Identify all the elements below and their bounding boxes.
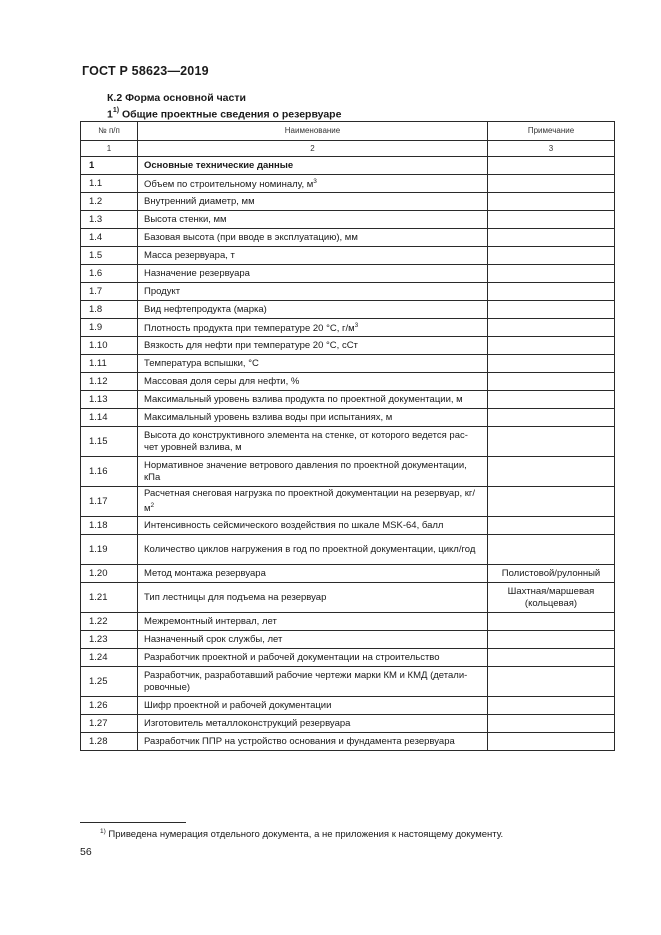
table-row bbox=[81, 373, 615, 391]
row-number: 1.6 bbox=[81, 265, 138, 283]
row-number: 1.24 bbox=[81, 649, 138, 667]
row-name-text: Продукт bbox=[144, 285, 181, 297]
table-row bbox=[81, 565, 615, 583]
row-name bbox=[138, 283, 488, 301]
table-row bbox=[81, 613, 615, 631]
table-row bbox=[81, 487, 615, 517]
row-name bbox=[138, 391, 488, 409]
row-number: 1.16 bbox=[81, 457, 138, 487]
row-name-text: Назначенный срок службы, лет bbox=[144, 633, 283, 645]
row-note bbox=[488, 427, 615, 457]
table-row bbox=[81, 649, 615, 667]
page-header: ГОСТ Р 58623—2019 bbox=[82, 64, 209, 78]
row-note bbox=[488, 355, 615, 373]
table-row bbox=[81, 175, 615, 193]
row-name bbox=[138, 301, 488, 319]
row-name-text: Базовая высота (при вводе в эксплуатацию), мм bbox=[144, 231, 358, 243]
row-number: 1.7 bbox=[81, 283, 138, 301]
row-name-text: Объем по строительному номиналу, м bbox=[144, 179, 314, 191]
row-note bbox=[488, 373, 615, 391]
table-row bbox=[81, 337, 615, 355]
header-number: № п/п bbox=[81, 122, 138, 141]
row-name bbox=[138, 229, 488, 247]
row-name bbox=[138, 247, 488, 265]
row-note bbox=[488, 733, 615, 751]
table-row bbox=[81, 193, 615, 211]
row-name bbox=[138, 319, 488, 337]
row-number: 1.28 bbox=[81, 733, 138, 751]
row-name-text: Внутренний диаметр, мм bbox=[144, 195, 255, 207]
row-number: 1.21 bbox=[81, 583, 138, 613]
column-number-3: 3 bbox=[488, 141, 615, 157]
row-note bbox=[488, 265, 615, 283]
table-row bbox=[81, 301, 615, 319]
row-number: 1.25 bbox=[81, 667, 138, 697]
row-note bbox=[488, 283, 615, 301]
row-note bbox=[488, 301, 615, 319]
table-row bbox=[81, 517, 615, 535]
row-name bbox=[138, 211, 488, 229]
row-number: 1.2 bbox=[81, 193, 138, 211]
row-name-text: Максимальный уровень взлива продукта по проектной документации, м bbox=[144, 393, 463, 405]
row-note bbox=[488, 667, 615, 697]
column-number-row bbox=[81, 141, 615, 157]
row-number: 1.10 bbox=[81, 337, 138, 355]
row-name bbox=[138, 265, 488, 283]
footnote-marker: 1) bbox=[100, 828, 106, 835]
section-title: К.2 Форма основной части bbox=[107, 92, 246, 104]
header-note: Примечание bbox=[488, 122, 615, 141]
row-name-text: Интенсивность сейсмического воздействия по шкале MSK-64, балл bbox=[144, 519, 444, 531]
table-row bbox=[81, 319, 615, 337]
row-note: Шахтная/маршевая (кольцевая) bbox=[488, 583, 615, 613]
row-number: 1.11 bbox=[81, 355, 138, 373]
table-row bbox=[81, 211, 615, 229]
row-number: 1.26 bbox=[81, 697, 138, 715]
unit-superscript: 3 bbox=[354, 321, 359, 329]
footnote-reference: 1) bbox=[112, 107, 120, 114]
row-name bbox=[138, 631, 488, 649]
table-row bbox=[81, 391, 615, 409]
footnote bbox=[100, 828, 503, 840]
subsection-title bbox=[107, 108, 341, 121]
row-name-text: Нормативное значение ветрового давления по проектной документации, кПа bbox=[144, 459, 467, 483]
row-number: 1.18 bbox=[81, 517, 138, 535]
row-note bbox=[488, 391, 615, 409]
row-name bbox=[138, 193, 488, 211]
table-row bbox=[81, 457, 615, 487]
table-row bbox=[81, 583, 615, 613]
row-name-text: Шифр проектной и рабочей документации bbox=[144, 699, 332, 711]
row-number: 1.13 bbox=[81, 391, 138, 409]
row-note bbox=[488, 715, 615, 733]
row-name-text: Высота стенки, мм bbox=[144, 213, 227, 225]
row-name bbox=[138, 667, 488, 697]
row-note bbox=[488, 337, 615, 355]
row-number: 1.22 bbox=[81, 613, 138, 631]
row-note bbox=[488, 157, 615, 175]
row-name-text: Максимальный уровень взлива воды при испытаниях, м bbox=[144, 411, 393, 423]
column-number-2: 2 bbox=[138, 141, 488, 157]
row-note bbox=[488, 631, 615, 649]
row-name bbox=[138, 175, 488, 193]
row-note bbox=[488, 211, 615, 229]
row-name bbox=[138, 487, 488, 517]
specification-table bbox=[80, 121, 615, 751]
table-row bbox=[81, 427, 615, 457]
table-row bbox=[81, 283, 615, 301]
row-note bbox=[488, 613, 615, 631]
row-number: 1.23 bbox=[81, 631, 138, 649]
row-number: 1.17 bbox=[81, 487, 138, 517]
table-row bbox=[81, 265, 615, 283]
table-row bbox=[81, 715, 615, 733]
row-note bbox=[488, 649, 615, 667]
row-note bbox=[488, 535, 615, 565]
row-note bbox=[488, 409, 615, 427]
row-note bbox=[488, 517, 615, 535]
table-row bbox=[81, 535, 615, 565]
row-note bbox=[488, 319, 615, 337]
unit-superscript: 3 bbox=[313, 177, 317, 185]
row-name-text: Разработчик ППР на устройство основания и фундамента резервуара bbox=[144, 735, 455, 747]
row-name-text: Температура вспышки, °С bbox=[144, 357, 259, 369]
row-name bbox=[138, 373, 488, 391]
row-number: 1.1 bbox=[81, 175, 138, 193]
table-row bbox=[81, 247, 615, 265]
row-number: 1.5 bbox=[81, 247, 138, 265]
row-name-text: Вид нефтепродукта (марка) bbox=[144, 303, 267, 315]
page-number: 56 bbox=[80, 846, 92, 858]
row-name-text: Межремонтный интервал, лет bbox=[144, 615, 277, 627]
row-number: 1.20 bbox=[81, 565, 138, 583]
row-name bbox=[138, 457, 488, 487]
row-note bbox=[488, 175, 615, 193]
table-row bbox=[81, 697, 615, 715]
row-name bbox=[138, 697, 488, 715]
footnote-text: Приведена нумерация отдельного документа, а не приложения к настоящему документу. bbox=[105, 829, 504, 841]
row-name-text: Количество циклов нагружения в год по проектной документации, цикл/год bbox=[144, 543, 476, 555]
row-note: Полистовой/рулонный bbox=[488, 565, 615, 583]
row-note bbox=[488, 229, 615, 247]
row-name bbox=[138, 715, 488, 733]
unit-superscript: 2 bbox=[150, 501, 155, 509]
column-number-1: 1 bbox=[81, 141, 138, 157]
row-name bbox=[138, 355, 488, 373]
row-note bbox=[488, 697, 615, 715]
row-name-text: Назначение резервуара bbox=[144, 267, 250, 279]
row-name bbox=[138, 517, 488, 535]
row-note bbox=[488, 247, 615, 265]
row-name bbox=[138, 337, 488, 355]
table-header-row bbox=[81, 122, 615, 141]
row-number: 1.3 bbox=[81, 211, 138, 229]
row-name-text: Расчетная снеговая нагрузка по проектной документации на резервуар, кг/м bbox=[144, 487, 476, 515]
row-name-text: Масса резервуара, т bbox=[144, 249, 235, 261]
row-name bbox=[138, 583, 488, 613]
table-row bbox=[81, 733, 615, 751]
row-name-text: Тип лестницы для подъема на резервуар bbox=[144, 591, 327, 603]
table-row bbox=[81, 229, 615, 247]
subsection-marker: 1 bbox=[107, 108, 113, 121]
row-name-text: Высота до конструктивного элемента на стенке, от которого ведется рас-чет уровней взлива, м bbox=[144, 429, 468, 453]
row-name-text: Разработчик проектной и рабочей документации на строительство bbox=[144, 651, 440, 663]
row-number: 1.9 bbox=[81, 319, 138, 337]
row-number: 1.19 bbox=[81, 535, 138, 565]
row-name-text: Основные технические данные bbox=[144, 159, 294, 171]
row-number: 1 bbox=[81, 157, 138, 175]
footnote-divider bbox=[80, 822, 186, 823]
subsection-title-text: Общие проектные сведения о резервуаре bbox=[119, 108, 342, 121]
row-number: 1.15 bbox=[81, 427, 138, 457]
row-note bbox=[488, 457, 615, 487]
table-row bbox=[81, 157, 615, 175]
row-number: 1.12 bbox=[81, 373, 138, 391]
row-number: 1.4 bbox=[81, 229, 138, 247]
row-name bbox=[138, 409, 488, 427]
row-name bbox=[138, 427, 488, 457]
header-name: Наименование bbox=[138, 122, 488, 141]
table-row bbox=[81, 409, 615, 427]
row-name-text: Вязкость для нефти при температуре 20 °С, сСт bbox=[144, 339, 358, 351]
row-name bbox=[138, 733, 488, 751]
row-number: 1.14 bbox=[81, 409, 138, 427]
row-name bbox=[138, 565, 488, 583]
row-name bbox=[138, 613, 488, 631]
row-note bbox=[488, 193, 615, 211]
row-name-text: Плотность продукта при температуре 20 °С, г/м bbox=[144, 323, 355, 335]
row-name-text: Массовая доля серы для нефти, % bbox=[144, 375, 300, 387]
row-name-text: Метод монтажа резервуара bbox=[144, 567, 266, 579]
row-number: 1.27 bbox=[81, 715, 138, 733]
row-name-text: Разработчик, разработавший рабочие чертежи марки КМ и КМД (детали-ровочные) bbox=[144, 669, 468, 693]
table-row bbox=[81, 667, 615, 697]
table-row bbox=[81, 631, 615, 649]
row-name bbox=[138, 157, 488, 175]
row-name bbox=[138, 535, 488, 565]
table-row bbox=[81, 355, 615, 373]
row-number: 1.8 bbox=[81, 301, 138, 319]
row-note bbox=[488, 487, 615, 517]
row-name bbox=[138, 649, 488, 667]
row-name-text: Изготовитель металлоконструкций резервуара bbox=[144, 717, 351, 729]
